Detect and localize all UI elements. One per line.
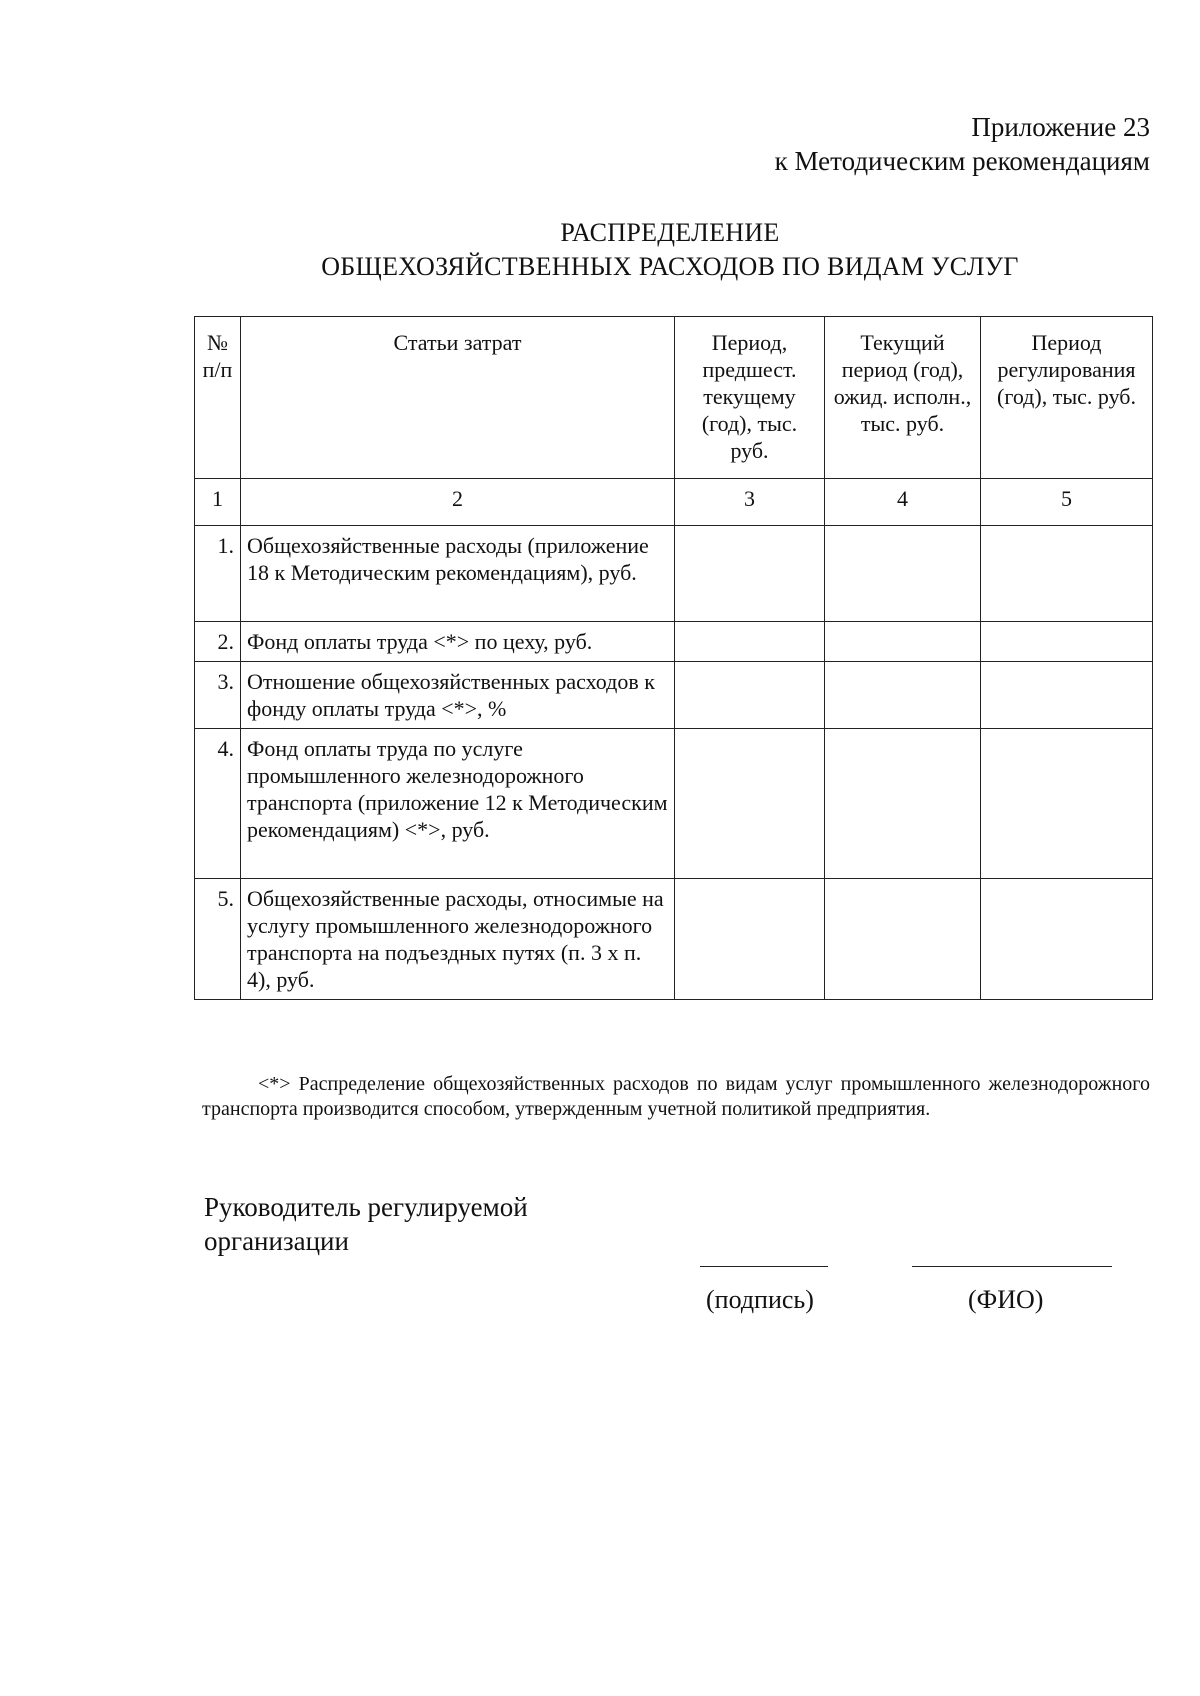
appendix-number: Приложение 23 xyxy=(971,112,1150,142)
name-line xyxy=(912,1266,1112,1267)
footnote: <*> Распределение общехозяйственных расходов по видам услуг промышленного железнодорожного транспорта производится способом, утвержденным учетной политикой предприятия. xyxy=(202,1073,1150,1120)
row-number: 2. xyxy=(195,622,241,662)
document-title xyxy=(190,216,1150,284)
table-row xyxy=(195,729,1153,879)
column-number: 5 xyxy=(981,479,1153,526)
row-number: 3. xyxy=(195,662,241,729)
value-cell-previous xyxy=(675,729,825,879)
value-cell-current xyxy=(825,662,981,729)
signatory-title-line-2: организации xyxy=(204,1226,349,1256)
value-cell-previous xyxy=(675,662,825,729)
column-number: 3 xyxy=(675,479,825,526)
value-cell-regulation xyxy=(981,622,1153,662)
signatory-title xyxy=(204,1190,528,1258)
value-cell-current xyxy=(825,526,981,622)
value-cell-regulation xyxy=(981,729,1153,879)
column-number: 4 xyxy=(825,479,981,526)
header-number: № п/п xyxy=(195,317,241,479)
value-cell-previous xyxy=(675,622,825,662)
row-number: 1. xyxy=(195,526,241,622)
header-current-period: Текущий период (год), ожид. исполн., тыс. руб. xyxy=(825,317,981,479)
table-header-row xyxy=(195,317,1153,479)
table-row xyxy=(195,526,1153,622)
row-cost-item: Общехозяйственные расходы (приложение 18 к Методическим рекомендациям), руб. xyxy=(241,526,675,622)
name-caption: (ФИО) xyxy=(968,1285,1044,1314)
row-number: 4. xyxy=(195,729,241,879)
table-row xyxy=(195,879,1153,1000)
value-cell-current xyxy=(825,729,981,879)
table-row xyxy=(195,662,1153,729)
value-cell-previous xyxy=(675,879,825,1000)
cost-distribution-table xyxy=(194,316,1153,1000)
value-cell-regulation xyxy=(981,879,1153,1000)
value-cell-current xyxy=(825,622,981,662)
header-cost-items: Статьи затрат xyxy=(241,317,675,479)
signature-line xyxy=(700,1266,828,1267)
signatory-title-line-1: Руководитель регулируемой xyxy=(204,1192,528,1222)
value-cell-previous xyxy=(675,526,825,622)
column-number: 2 xyxy=(241,479,675,526)
column-number-row xyxy=(195,479,1153,526)
row-cost-item: Фонд оплаты труда по услуге промышленного железнодорожного транспорта (приложение 12 к Методическим рекомендациям) <*>, руб. xyxy=(241,729,675,879)
row-number: 5. xyxy=(195,879,241,1000)
row-cost-item: Фонд оплаты труда <*> по цеху, руб. xyxy=(241,622,675,662)
header-regulation-period: Период регулирования (год), тыс. руб. xyxy=(981,317,1153,479)
value-cell-current xyxy=(825,879,981,1000)
appendix-target: к Методическим рекомендациям xyxy=(774,146,1150,176)
value-cell-regulation xyxy=(981,526,1153,622)
table-row xyxy=(195,622,1153,662)
appendix-reference xyxy=(775,110,1150,178)
column-number: 1 xyxy=(195,479,241,526)
title-line-1: РАСПРЕДЕЛЕНИЕ xyxy=(560,218,780,247)
row-cost-item: Общехозяйственные расходы, относимые на услугу промышленного железнодорожного транспорта на подъездных путях (п. 3 х п. 4), руб. xyxy=(241,879,675,1000)
header-previous-period: Период, предшест. текущему (год), тыс. руб. xyxy=(675,317,825,479)
signature-caption: (подпись) xyxy=(706,1285,814,1314)
value-cell-regulation xyxy=(981,662,1153,729)
row-cost-item: Отношение общехозяйственных расходов к фонду оплаты труда <*>, % xyxy=(241,662,675,729)
title-line-2: ОБЩЕХОЗЯЙСТВЕННЫХ РАСХОДОВ ПО ВИДАМ УСЛУГ xyxy=(321,252,1019,281)
